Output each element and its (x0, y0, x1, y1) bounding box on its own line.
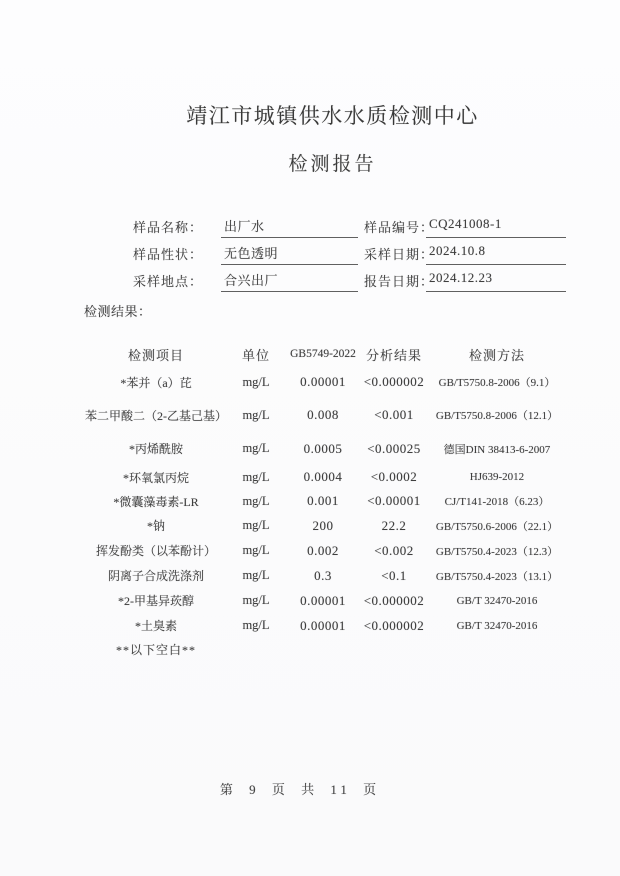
cell-unit: mg/L (242, 469, 270, 484)
results-section-label: 检测结果： (84, 304, 152, 319)
table-row (85, 538, 567, 563)
table-row (85, 398, 567, 432)
sample-character-value: 无色透明 (221, 242, 358, 265)
cell-item: *2-甲基异莰醇 (118, 594, 194, 608)
cell-method: GB/T 32470-2016 (456, 619, 538, 632)
cell-result: <0.002 (374, 542, 414, 558)
cell-unit: mg/L (242, 518, 270, 532)
cell-result: 22.2 (381, 517, 407, 533)
cell-item: 苯二甲酸二（2-乙基己基） (85, 408, 227, 423)
cell-item: *苯并（a）芘 (120, 375, 192, 390)
sample-name-value: 出厂水 (221, 215, 358, 238)
report-date-label: 报告日期： (364, 274, 435, 289)
page-footer: 第 9 页 共 11 页 (219, 782, 381, 797)
cell-limit: 0.002 (307, 542, 339, 558)
sample-no-value: CQ241008-1 (426, 215, 566, 238)
cell-limit: 0.00001 (300, 374, 346, 389)
cell-result: <0.001 (374, 407, 414, 422)
cell-method: HJ639-2012 (469, 471, 525, 483)
cell-method: GB/T5750.4-2023（13.1） (435, 570, 559, 583)
results-table (85, 342, 567, 638)
cell-limit: 0.008 (307, 407, 339, 422)
cell-result: <0.1 (381, 567, 407, 583)
table-row (85, 613, 567, 638)
sample-info-row (0, 215, 620, 237)
cell-limit: 200 (312, 517, 334, 533)
page-title: 靖江市城镇供水水质检测中心 (186, 104, 479, 128)
header-standard: GB5749-2022 (290, 348, 356, 360)
report-date-value: 2024.12.23 (426, 269, 566, 292)
cell-method: GB/T5750.8-2006（9.1） (438, 377, 556, 389)
table-row (85, 513, 567, 538)
cell-unit: mg/L (242, 407, 270, 422)
cell-unit: mg/L (242, 618, 270, 632)
cell-limit: 0.0004 (303, 469, 343, 484)
header-item: 检测项目 (127, 347, 184, 363)
end-of-data-note: **以下空白** (115, 643, 196, 657)
sample-name-label: 样品名称： (133, 220, 204, 235)
sampling-site-value: 合兴出厂 (221, 269, 358, 292)
cell-item: *丙烯酰胺 (128, 442, 183, 456)
table-row (85, 588, 567, 613)
cell-method: 德国DIN 38413-6-2007 (443, 443, 551, 456)
cell-limit: 0.3 (314, 567, 332, 583)
sample-info-row (0, 269, 620, 291)
cell-item: *微囊藻毒素-LR (113, 494, 199, 509)
table-row (85, 432, 567, 465)
cell-method: CJ/T141-2018（6.23） (444, 496, 550, 508)
cell-limit: 0.00001 (300, 592, 346, 608)
doc-title: 检测报告 (288, 154, 377, 175)
header-method: 检测方法 (468, 347, 525, 363)
table-row (85, 489, 567, 513)
cell-method: GB/T5750.8-2006（12.1） (435, 410, 559, 422)
cell-unit: mg/L (242, 441, 270, 455)
cell-limit: 0.001 (307, 493, 339, 508)
table-row (85, 563, 567, 588)
cell-result: <0.000002 (363, 374, 425, 389)
sampling-site-label: 采样地点： (133, 274, 204, 289)
cell-result: <0.0002 (370, 469, 418, 484)
table-row (85, 465, 567, 489)
sample-character-label: 样品性状： (133, 247, 204, 262)
cell-limit: 0.00001 (300, 617, 346, 633)
cell-unit: mg/L (242, 374, 270, 389)
cell-item: *环氧氯丙烷 (122, 470, 189, 485)
header-result: 分析结果 (365, 347, 422, 363)
cell-item: 阴离子合成洗涤剂 (107, 569, 204, 583)
cell-unit: mg/L (242, 493, 270, 508)
cell-unit: mg/L (242, 593, 270, 607)
header-unit: 单位 (241, 347, 270, 363)
cell-unit: mg/L (242, 568, 270, 582)
sampling-date-value: 2024.10.8 (426, 242, 566, 265)
cell-result: <0.000002 (363, 617, 425, 633)
cell-unit: mg/L (242, 543, 270, 557)
cell-result: <0.000002 (363, 592, 425, 608)
cell-item: 挥发酚类（以苯酚计） (95, 544, 216, 558)
cell-limit: 0.0005 (303, 440, 343, 456)
table-row (85, 366, 567, 398)
sample-no-label: 样品编号： (364, 220, 435, 235)
cell-item: *钠 (146, 519, 165, 533)
table-header-row (85, 342, 567, 366)
cell-item: *土臭素 (134, 619, 177, 633)
cell-method: GB/T5750.4-2023（12.3） (435, 545, 559, 558)
cell-method: GB/T 32470-2016 (456, 594, 538, 607)
cell-result: <0.00001 (367, 493, 421, 508)
sample-info-row (0, 242, 620, 264)
sampling-date-label: 采样日期： (364, 247, 435, 262)
cell-method: GB/T5750.6-2006（22.1） (435, 520, 559, 533)
cell-result: <0.00025 (367, 440, 421, 456)
